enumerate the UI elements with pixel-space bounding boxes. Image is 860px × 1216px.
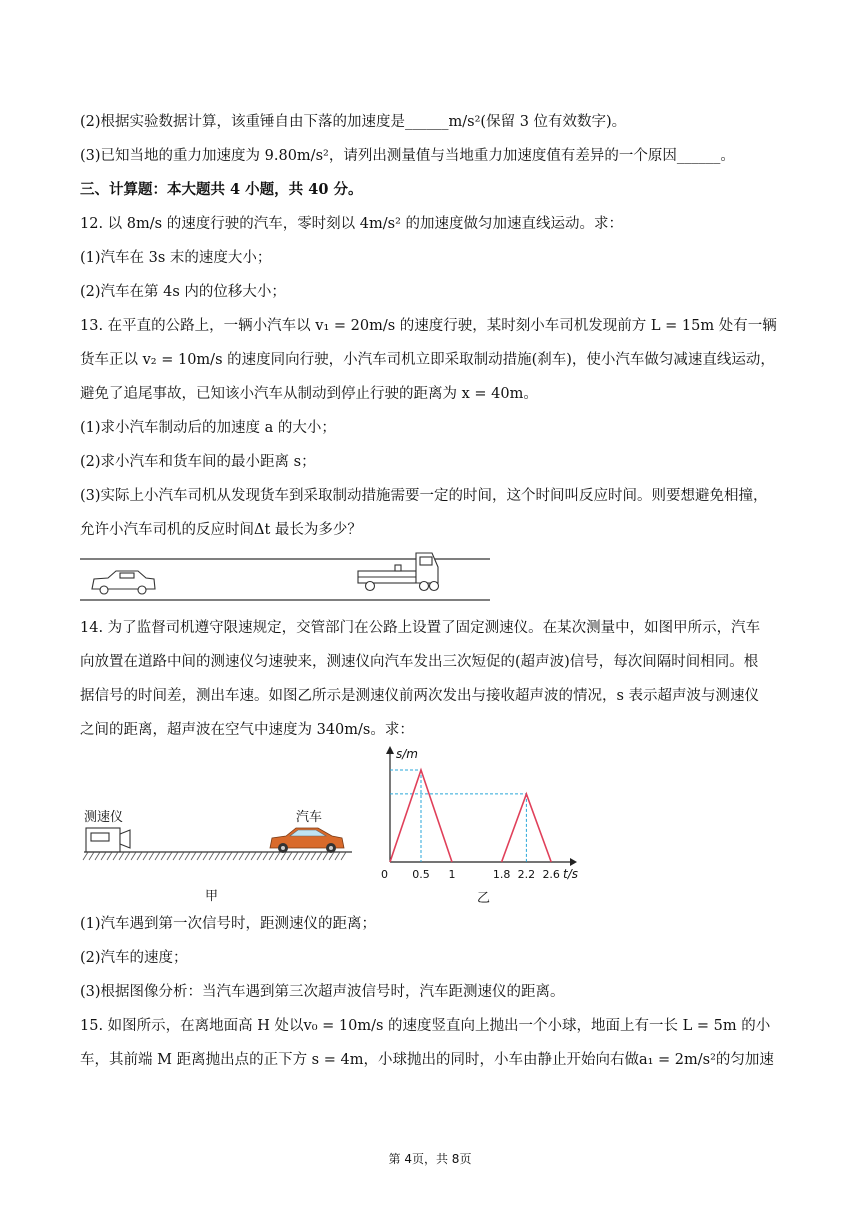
text-line: 避免了追尾事故，已知该小汽车从制动到停止行驶的距离为 x = 40m。 — [80, 386, 538, 402]
figure-yi-chart — [365, 742, 595, 912]
section-heading: 三、计算题：本大题共 4 小题，共 40 分。 — [80, 181, 363, 198]
ground-hatch — [83, 852, 346, 860]
speed-meter-icon — [86, 828, 130, 852]
x-axis-label: t/s — [563, 867, 578, 881]
car-icon — [270, 828, 344, 853]
figure-caption: 甲 — [205, 889, 219, 904]
x-tick-label: 0.5 — [412, 868, 430, 881]
device-label: 测速仪 — [84, 810, 124, 825]
text-line: (2)求小汽车和货车间的最小距离 s； — [80, 454, 316, 470]
figure-jia — [80, 800, 360, 910]
text-line: 之间的距离，超声波在空气中速度为 340m/s。求： — [80, 722, 414, 738]
page-footer: 第 4页，共 8页 — [388, 1152, 472, 1166]
car-label: 汽车 — [296, 810, 323, 825]
small-car-icon — [92, 571, 155, 594]
x-tick-label: 2.2 — [517, 868, 536, 881]
text-line: 12. 以 8m/s 的速度行驶的汽车，零时刻以 4m/s² 的加速度做匀加速直线运动。求： — [80, 216, 624, 232]
y-axis-label: s/m — [396, 747, 418, 761]
text-line: 据信号的时间差，测出车速。如图乙所示是测速仪前两次发出与接收超声波的情况，s 表示超声波与测速仪 — [80, 688, 760, 704]
text-line: (1)汽车遇到第一次信号时，距测速仪的距离； — [80, 916, 377, 932]
text-line: (3)实际上小汽车司机从发现货车到采取制动措施需要一定的时间，这个时间叫反应时间。则要想避免相撞， — [80, 488, 768, 504]
figure-caption: 乙 — [477, 891, 491, 906]
x-tick-label: 1 — [448, 868, 456, 881]
text-line: 13. 在平直的公路上，一辆小汽车以 v₁ = 20m/s 的速度行驶，某时刻小车司机发现前方 L = 15m 处有一辆 — [80, 318, 777, 334]
text-line: (2)根据实验数据计算，该重锤自由下落的加速度是______m/s²(保留 3 位有效数字)。 — [80, 114, 627, 130]
text-line: (1)汽车在 3s 末的速度大小； — [80, 250, 272, 266]
x-axis-arrow — [570, 858, 577, 866]
text-line: 15. 如图所示，在离地面高 H 处以v₀ = 10m/s 的速度竖直向上抛出一个小球，地面上有一长 L = 5m 的小 — [80, 1018, 771, 1034]
text-line: 车，其前端 M 距离抛出点的正下方 s = 4m，小球抛出的同时，小车由静止开始向右做a₁ = 2m/s²的匀加速 — [80, 1052, 774, 1068]
text-line: (3)根据图像分析：当汽车遇到第三次超声波信号时，汽车距测速仪的距离。 — [80, 984, 565, 1000]
x-tick-label: 2.6 — [542, 868, 560, 881]
text-line: (3)已知当地的重力加速度为 9.80m/s²，请列出测量值与当地重力加速度值有差异的一个原因______。 — [80, 148, 735, 164]
text-line: 货车正以 v₂ = 10m/s 的速度同向行驶，小汽车司机立即采取制动措施(刹车)，使小汽车做匀减速直线运动， — [80, 352, 775, 368]
text-line: (1)求小汽车制动后的加速度 a 的大小； — [80, 420, 336, 436]
text-line: 允许小汽车司机的反应时间Δt 最长为多少？ — [80, 522, 362, 538]
x-tick-label: 0 — [381, 868, 388, 881]
text-line: 14. 为了监督司机遵守限速规定，交管部门在公路上设置了固定测速仪。在某次测量中，如图甲所示，汽车 — [80, 620, 761, 636]
text-line: (2)汽车的速度； — [80, 950, 188, 966]
road-figure — [80, 545, 500, 605]
text-line: 向放置在道路中间的测速仪匀速驶来，测速仪向汽车发出三次短促的(超声波)信号，每次间隔时间相同。根 — [80, 654, 759, 670]
text-line: (2)汽车在第 4s 内的位移大小； — [80, 284, 286, 300]
y-axis-arrow — [386, 746, 394, 754]
x-tick-label: 1.8 — [492, 868, 511, 881]
